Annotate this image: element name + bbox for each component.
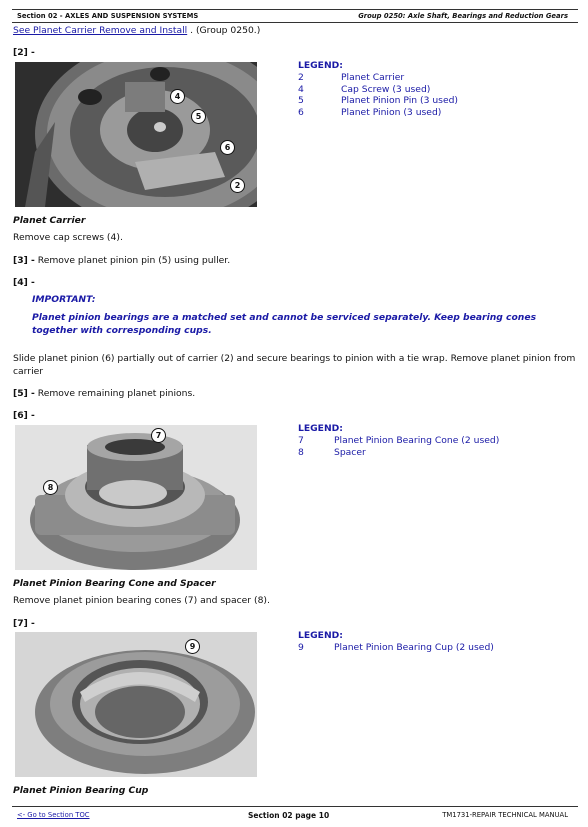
callout-4: 4 bbox=[170, 89, 185, 104]
important-title: IMPORTANT: bbox=[32, 294, 96, 305]
step-5-label: [5] - bbox=[13, 388, 35, 399]
legend-1-item-num: 6 bbox=[298, 106, 304, 118]
important-line-2: together with corresponding cups. bbox=[32, 325, 212, 336]
planet-carrier-link[interactable]: See Planet Carrier Remove and Install bbox=[13, 25, 188, 36]
header-bottom-rule bbox=[12, 22, 578, 23]
legend-2-item-label: Planet Pinion Bearing Cone (2 used) bbox=[334, 435, 500, 446]
page-number: Section 02 page 10 bbox=[248, 811, 330, 820]
intro-line bbox=[13, 25, 260, 37]
step-6-label: [6] - bbox=[13, 410, 35, 421]
legend-1-list bbox=[298, 72, 558, 120]
legend-1-item-label: Planet Pinion (3 used) bbox=[341, 106, 442, 118]
slide-text-line-1: Slide planet pinion (6) partially out of carrier (2) and secure bearings to pinion with a tie wrap. Remove planet pinion from bbox=[13, 353, 576, 364]
step-3-label: [3] - bbox=[13, 255, 35, 266]
legend-2-item-label: Spacer bbox=[334, 446, 366, 458]
legend-1-item-num: 2 bbox=[298, 72, 304, 83]
slide-text-line-2: carrier bbox=[13, 366, 44, 377]
footer-rule bbox=[12, 806, 578, 807]
legend-2-title: LEGEND: bbox=[298, 423, 343, 434]
header-top-rule bbox=[12, 9, 578, 10]
step-5 bbox=[13, 388, 195, 400]
legend-1-item-label: Cap Screw (3 used) bbox=[341, 83, 431, 95]
bearing-cup-photo bbox=[15, 632, 257, 777]
go-to-section-toc-link[interactable]: <- Go to Section TOC bbox=[17, 811, 90, 819]
legend-2-item-num: 8 bbox=[298, 446, 304, 458]
legend-3-item-num: 9 bbox=[298, 642, 304, 653]
manual-title: TM1731-REPAIR TECHNICAL MANUAL bbox=[442, 811, 568, 819]
callout-2: 2 bbox=[230, 178, 245, 193]
step-2-label: [2] - bbox=[13, 47, 35, 58]
bearing-cone-spacer-photo bbox=[15, 425, 257, 570]
figure-2-body: Remove planet pinion bearing cones (7) and spacer (8). bbox=[13, 595, 270, 606]
step-4-label: [4] - bbox=[13, 277, 35, 288]
legend-1-item-num: 4 bbox=[298, 83, 304, 95]
callout-5: 5 bbox=[191, 109, 206, 124]
callout-6: 6 bbox=[220, 140, 235, 155]
step-3 bbox=[13, 255, 230, 267]
step-7-label: [7] - bbox=[13, 618, 35, 629]
legend-2-item-num: 7 bbox=[298, 435, 304, 446]
legend-1-item-num: 5 bbox=[298, 95, 304, 107]
section-header: Section 02 - AXLES AND SUSPENSION SYSTEMS bbox=[17, 12, 199, 20]
planet-carrier-photo bbox=[15, 62, 257, 207]
important-line-1: Planet pinion bearings are a matched set and cannot be serviced separately. Keep bearing cones bbox=[32, 312, 537, 323]
step-5-text: Remove remaining planet pinions. bbox=[34, 388, 196, 399]
legend-1-item-label: Planet Pinion Pin (3 used) bbox=[341, 95, 459, 107]
callout-7: 7 bbox=[151, 428, 166, 443]
legend-3-list bbox=[298, 642, 568, 654]
figure-3-caption: Planet Pinion Bearing Cup bbox=[13, 785, 149, 796]
legend-2-list bbox=[298, 435, 568, 459]
figure-1-caption: Planet Carrier bbox=[13, 215, 86, 226]
legend-3-title: LEGEND: bbox=[298, 630, 343, 641]
figure-2-caption: Planet Pinion Bearing Cone and Spacer bbox=[13, 578, 216, 589]
callout-9: 9 bbox=[185, 639, 200, 654]
figure-1-body: Remove cap screws (4). bbox=[13, 232, 123, 243]
step-3-text: Remove planet pinion pin (5) using puller. bbox=[34, 255, 231, 266]
legend-1-item-label: Planet Carrier bbox=[341, 72, 405, 83]
callout-8: 8 bbox=[43, 480, 58, 495]
group-header: Group 0250: Axle Shaft, Bearings and Reduction Gears bbox=[358, 12, 568, 20]
legend-1-title: LEGEND: bbox=[298, 60, 343, 71]
legend-3-item-label: Planet Pinion Bearing Cup (2 used) bbox=[334, 642, 494, 653]
intro-suffix: . (Group 0250.) bbox=[187, 25, 261, 36]
